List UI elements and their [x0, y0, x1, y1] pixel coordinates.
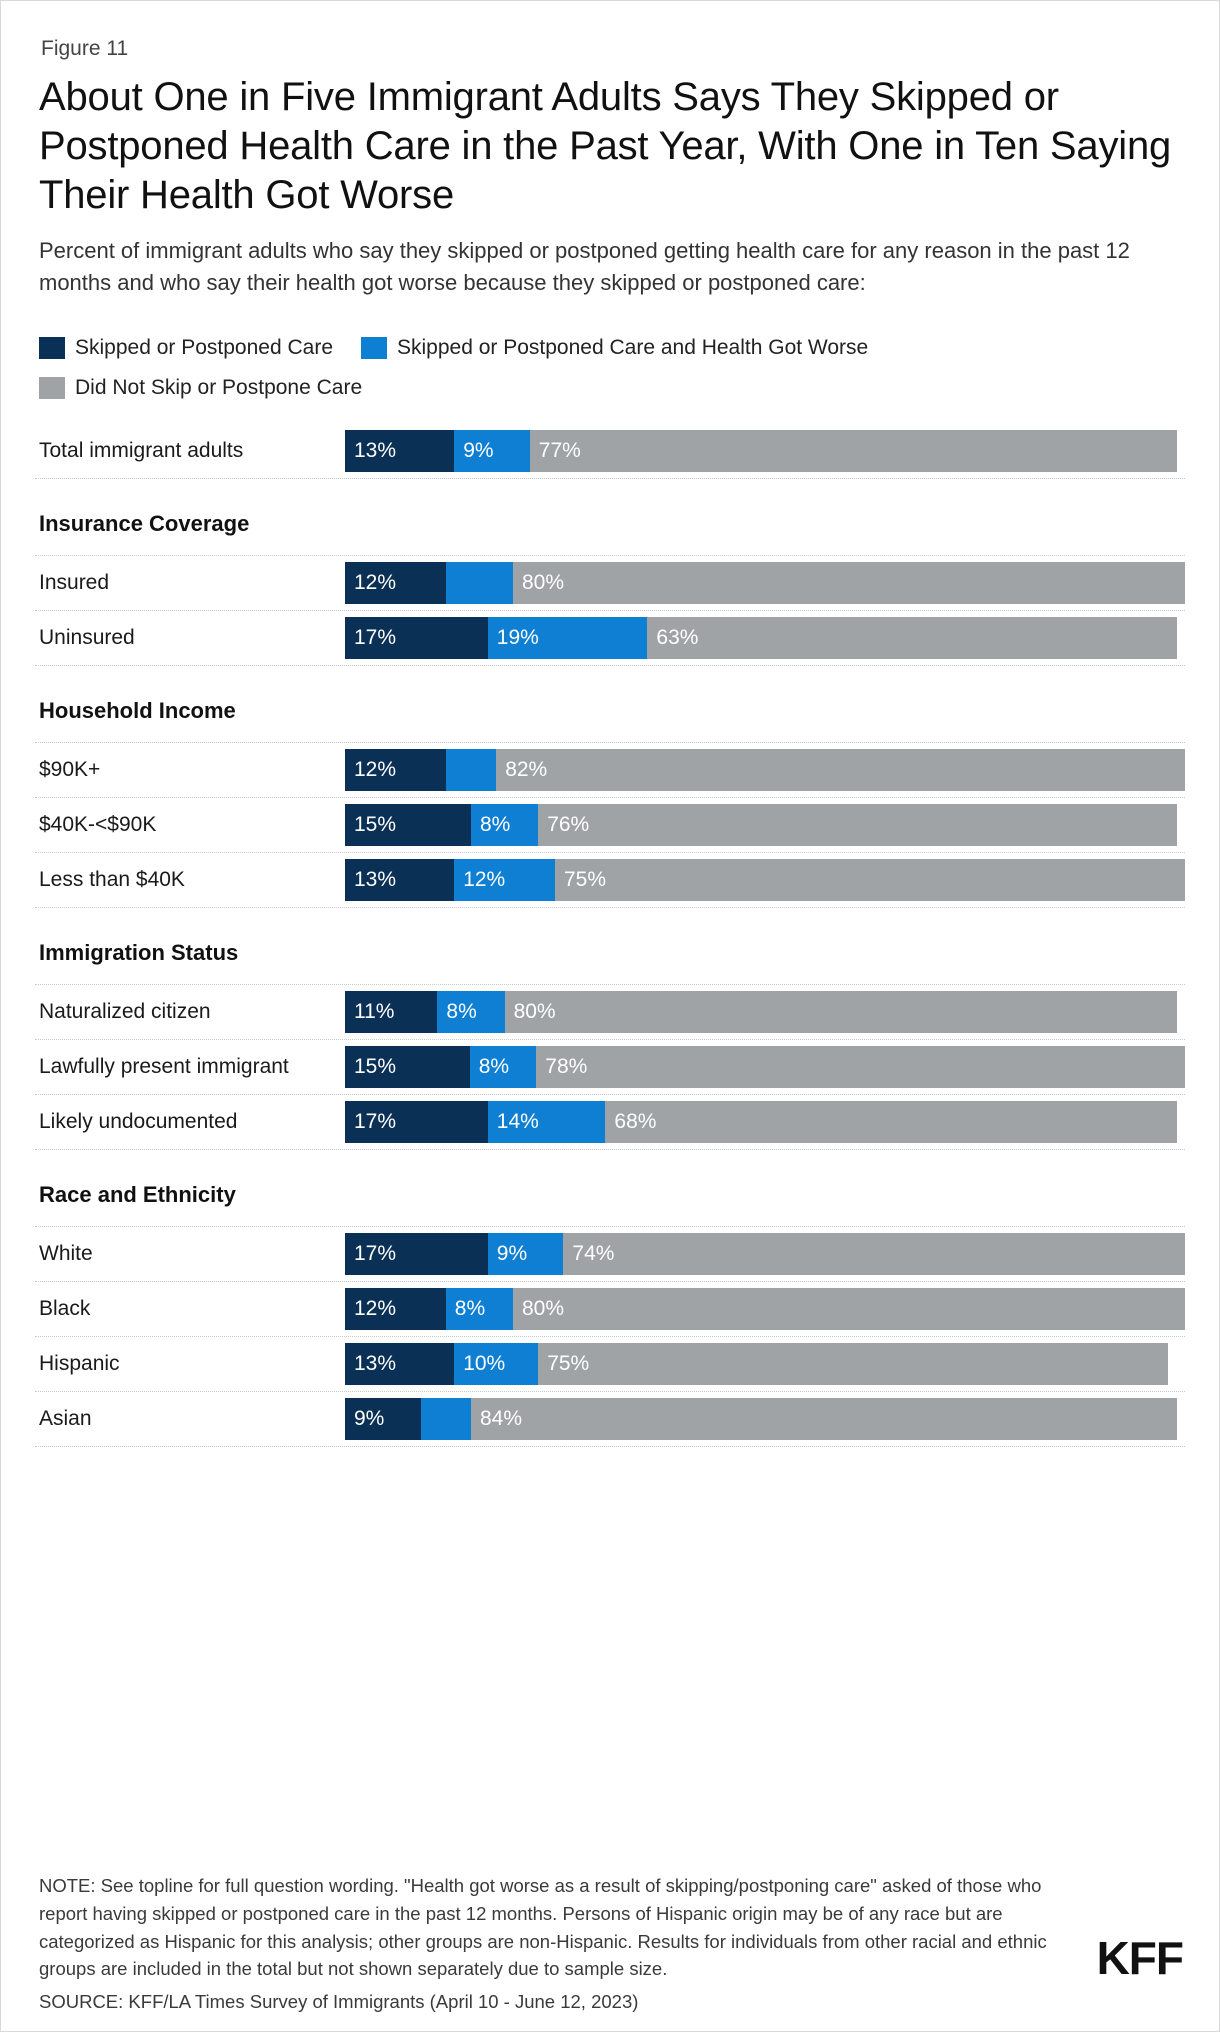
chart-bar-segment-0	[345, 562, 446, 604]
chart-row-bars	[345, 749, 1185, 791]
chart-row-bars	[345, 859, 1185, 901]
chart-bar-segment-2	[530, 430, 1177, 472]
chart-row-spacer	[35, 479, 1185, 493]
chart-row-bars	[345, 562, 1185, 604]
chart-bar-value: 10%	[463, 1351, 506, 1375]
chart-row-label: $90K+	[39, 757, 101, 781]
chart-row-spacer	[35, 1150, 1185, 1164]
chart-row	[35, 424, 1185, 479]
chart-bar-segment-1	[488, 617, 648, 659]
kff-logo: KFF	[1096, 1932, 1183, 1984]
chart-row-label: White	[39, 1241, 93, 1265]
chart-row-label: Less than $40K	[39, 867, 185, 891]
chart-bar-segment-1	[446, 749, 496, 791]
legend-item-skipped	[39, 328, 333, 368]
chart-bar-value: 15%	[354, 1054, 397, 1078]
chart-bar-value: 19%	[496, 625, 539, 649]
chart-row-bars	[345, 1288, 1185, 1330]
chart-row	[35, 1095, 1185, 1150]
chart-bar-segment-2	[647, 617, 1176, 659]
chart-bar-value: 77%	[538, 438, 581, 462]
legend-row-2	[39, 368, 1185, 408]
chart-row	[35, 798, 1185, 853]
page-title: About One in Five Immigrant Adults Says They Skipped or Postponed Health Care in the Past Year, With One in Ten Saying Their Health Got Worse	[39, 75, 1172, 217]
chart-row-label: Asian	[39, 1406, 92, 1430]
chart-bar-value: 84%	[479, 1406, 523, 1430]
chart-bar-value: 14%	[496, 1109, 539, 1133]
chart-row-bars	[345, 430, 1185, 472]
chart-bar-segment-2	[538, 1343, 1168, 1385]
chart-bar-segment-0	[345, 1288, 446, 1330]
legend-label-did-not-skip: Did Not Skip or Postpone Care	[75, 375, 363, 399]
chart-row-bars	[345, 804, 1185, 846]
chart-bar-value: 11%	[354, 999, 395, 1023]
chart-bar-value: 13%	[354, 438, 397, 462]
legend-label-skipped: Skipped or Postponed Care	[75, 335, 333, 359]
chart-row-label: Hispanic	[39, 1351, 120, 1375]
chart-group-label: Immigration Status	[39, 939, 239, 965]
chart-bar-segment-2	[605, 1101, 1176, 1143]
chart-row	[35, 743, 1185, 798]
chart-bar-segment-2	[536, 1046, 1185, 1088]
chart-bar-value: 75%	[563, 867, 607, 891]
chart-row	[35, 1392, 1185, 1447]
chart-bar-segment-1	[446, 1288, 513, 1330]
chart-row-bars	[345, 1101, 1185, 1143]
chart-bar-value: 82%	[505, 757, 548, 781]
chart-bar-segment-2	[471, 1398, 1177, 1440]
chart-bar-value: 12%	[463, 867, 506, 891]
chart-bar-value: 17%	[354, 1241, 397, 1265]
chart-row-bars	[345, 1398, 1185, 1440]
chart-row-bars	[345, 1343, 1185, 1385]
legend-item-skipped-worse	[361, 328, 868, 368]
chart-bar-segment-2	[513, 1288, 1185, 1330]
chart-group-header	[35, 1164, 1185, 1227]
chart-bar-segment-0	[345, 859, 454, 901]
chart-bar-value: 8%	[478, 1054, 510, 1078]
chart-bar-segment-2	[505, 991, 1177, 1033]
footer-text-block	[39, 1872, 1059, 2013]
chart-group-header	[35, 493, 1185, 556]
chart-row	[35, 853, 1185, 908]
chart-group-label: Household Income	[39, 697, 236, 723]
chart-row-spacer	[35, 666, 1185, 680]
chart-bar-value: 12%	[354, 757, 397, 781]
chart-group-header	[35, 680, 1185, 743]
chart-group-label: Insurance Coverage	[39, 510, 250, 536]
chart-bar-segment-1	[454, 430, 530, 472]
chart-row	[35, 1040, 1185, 1095]
chart-bar-value: 8%	[454, 1296, 486, 1320]
chart-row-spacer	[35, 908, 1185, 922]
chart-row	[35, 611, 1185, 666]
chart-row-bars	[345, 1233, 1185, 1275]
chart-bar-segment-1	[454, 1343, 538, 1385]
figure-note: NOTE: See topline for full question wording. "Health got worse as a result of skipping/postponing care" asked of those who report having skipped or postponed care in the past 12 months. Persons of Hispanic origin may be of any race but are categorized as Hispanic for this analysis; other groups are non-Hispanic. Results for individuals from other racial and ethnic groups are included in the total but not shown separately due to sample size.	[39, 1875, 1047, 1980]
legend-swatch-skipped-worse	[361, 337, 387, 359]
chart-row	[35, 1337, 1185, 1392]
chart-row-label: Naturalized citizen	[39, 999, 211, 1023]
chart-row-label: Likely undocumented	[39, 1109, 238, 1133]
figure-footer	[35, 1866, 1185, 2013]
chart-bar-segment-0	[345, 430, 454, 472]
chart-bar-segment-0	[345, 749, 446, 791]
chart-bar-segment-1	[470, 1046, 537, 1088]
chart-row-label: Insured	[39, 570, 110, 594]
chart-bar-segment-2	[563, 1233, 1185, 1275]
chart-bar-value: 68%	[614, 1109, 657, 1133]
chart-bar-value: 63%	[656, 625, 699, 649]
chart-bar-segment-1	[437, 991, 504, 1033]
chart-bar-value: 13%	[354, 1351, 397, 1375]
chart-row	[35, 556, 1185, 611]
chart-bar-segment-2	[513, 562, 1185, 604]
chart-legend	[39, 328, 1185, 408]
chart-bar-value: 9%	[354, 1406, 385, 1430]
chart-bar-value: 78%	[545, 1054, 588, 1078]
chart-row-label: Total immigrant adults	[39, 438, 244, 462]
chart-row-label: Lawfully present immigrant	[39, 1054, 289, 1078]
chart-bar-segment-1	[446, 562, 513, 604]
chart-bar-segment-2	[555, 859, 1185, 901]
chart-bar-segment-0	[345, 991, 437, 1033]
chart-bar-segment-1	[488, 1233, 564, 1275]
chart-bar-segment-0	[345, 1343, 454, 1385]
legend-row-1	[39, 328, 1185, 368]
legend-label-skipped-worse: Skipped or Postponed Care and Health Got Worse	[397, 335, 869, 359]
figure-subtitle: Percent of immigrant adults who say they skipped or postponed getting health care for any reason in the past 12 months and who say their health got worse because they skipped or postponed care:	[39, 238, 1130, 295]
chart-row-bars	[345, 1046, 1185, 1088]
figure-label: Figure 11	[41, 37, 129, 60]
chart-bar-value: 17%	[354, 1109, 397, 1133]
chart-row-label: Black	[39, 1296, 91, 1320]
chart-bar-segment-0	[345, 1046, 470, 1088]
chart-bar-value: 8%	[446, 999, 477, 1023]
chart-bar-value: 17%	[354, 625, 397, 649]
chart-bar-value: 80%	[521, 1296, 565, 1320]
chart-group-label: Race and Ethnicity	[39, 1181, 236, 1207]
chart-plot-area	[35, 424, 1185, 1856]
legend-swatch-skipped	[39, 337, 65, 359]
chart-bar-value: 9%	[496, 1241, 528, 1265]
chart-row-bars	[345, 617, 1185, 659]
figure-source: SOURCE: KFF/LA Times Survey of Immigrants (April 10 - June 12, 2023)	[39, 1991, 639, 2012]
chart-bar-value: 8%	[480, 812, 511, 836]
chart-bar-segment-1	[471, 804, 538, 846]
chart-row	[35, 985, 1185, 1040]
chart-bar-segment-2	[496, 749, 1185, 791]
chart-row	[35, 1227, 1185, 1282]
chart-bar-segment-0	[345, 617, 488, 659]
chart-bar-value: 76%	[547, 812, 590, 836]
chart-bar-segment-0	[345, 1398, 421, 1440]
chart-bar-value: 74%	[572, 1241, 615, 1265]
legend-swatch-did-not-skip	[39, 377, 65, 399]
chart-bar-segment-1	[488, 1101, 606, 1143]
chart-bar-segment-1	[421, 1398, 471, 1440]
chart-bar-segment-0	[345, 804, 471, 846]
chart-group-header	[35, 922, 1185, 985]
chart-bar-segment-2	[538, 804, 1176, 846]
chart-bar-value: 12%	[354, 570, 397, 594]
chart-row	[35, 1282, 1185, 1337]
chart-row-label: Uninsured	[39, 625, 135, 649]
chart-bar-value: 75%	[547, 1351, 590, 1375]
chart-bar-segment-1	[454, 859, 555, 901]
chart-row-bars	[345, 991, 1185, 1033]
chart-bar-value: 13%	[354, 867, 397, 891]
chart-bar-segment-0	[345, 1101, 488, 1143]
chart-row-label: $40K-<$90K	[39, 812, 157, 836]
chart-bar-value: 9%	[463, 438, 494, 462]
chart-bar-value: 12%	[354, 1296, 397, 1320]
chart-bar-value: 15%	[354, 812, 397, 836]
chart-bar-segment-0	[345, 1233, 488, 1275]
chart-bar-value: 80%	[513, 999, 556, 1023]
legend-item-did-not-skip	[39, 368, 362, 408]
chart-bar-value: 80%	[521, 570, 565, 594]
